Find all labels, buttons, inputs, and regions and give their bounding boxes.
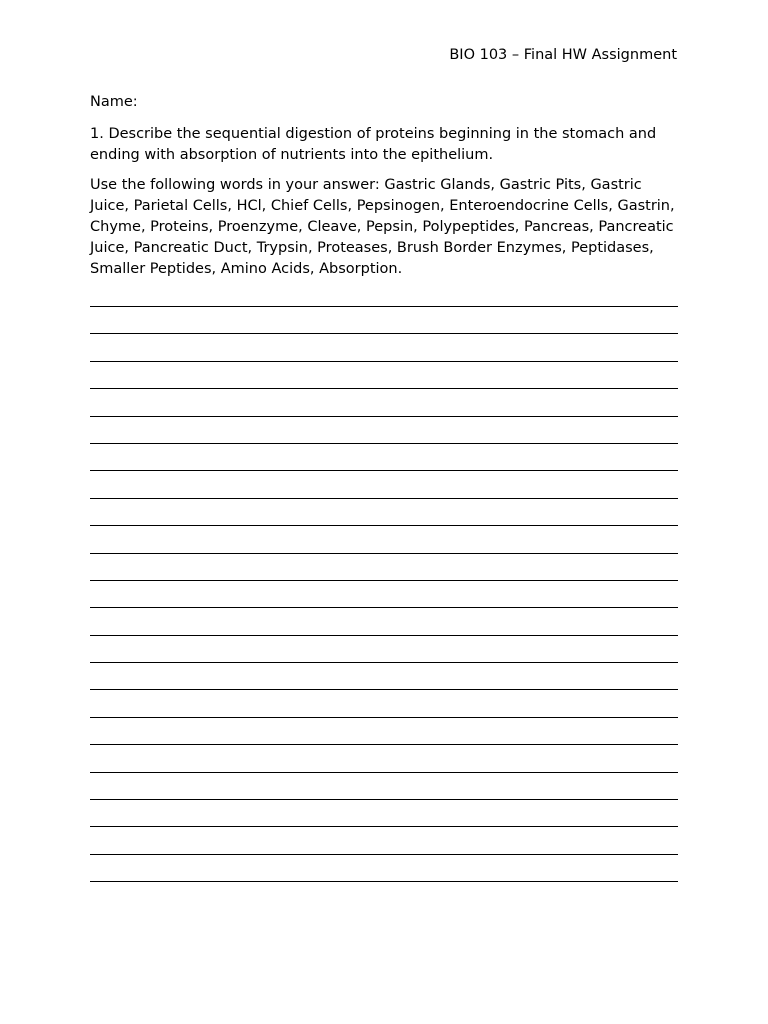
answer-line: [90, 525, 678, 526]
answer-line: [90, 799, 678, 800]
answer-line: [90, 498, 678, 499]
document-header: BIO 103 – Final HW Assignment: [449, 47, 677, 63]
answer-lines: [90, 306, 678, 909]
answer-line: [90, 443, 678, 444]
answer-line: [90, 607, 678, 608]
document-body: [90, 92, 678, 279]
answer-line: [90, 881, 678, 882]
answer-line: [90, 553, 678, 554]
answer-line: [90, 744, 678, 745]
answer-line: [90, 470, 678, 471]
answer-line: [90, 580, 678, 581]
answer-line: [90, 772, 678, 773]
answer-line: [90, 416, 678, 417]
answer-line: [90, 635, 678, 636]
answer-line: [90, 388, 678, 389]
answer-line: [90, 361, 678, 362]
answer-line: [90, 717, 678, 718]
question-text: 1. Describe the sequential digestion of proteins beginning in the stomach and ending with absorption of nutrients into the epithelium.: [90, 125, 657, 163]
name-label: Name:: [90, 94, 138, 110]
answer-line: [90, 662, 678, 663]
answer-line: [90, 689, 678, 690]
answer-line: [90, 306, 678, 307]
instructions-text: Use the following words in your answer: Gastric Glands, Gastric Pits, Gastric Juice, Parietal Cells, HCl, Chief Cells, Pepsinogen, Enteroendocrine Cells, Gastrin, Chyme, Proteins, Proenzyme, Cleave, Pepsin, Polypeptides, Pancreas, Pancreatic Juice, Pancreatic Duct, Trypsin, Proteases, Brush Border Enzymes, Peptidases, Smaller Peptides, Amino Acids, Absorption.: [90, 177, 675, 277]
answer-line: [90, 854, 678, 855]
answer-line: [90, 333, 678, 334]
answer-line: [90, 826, 678, 827]
